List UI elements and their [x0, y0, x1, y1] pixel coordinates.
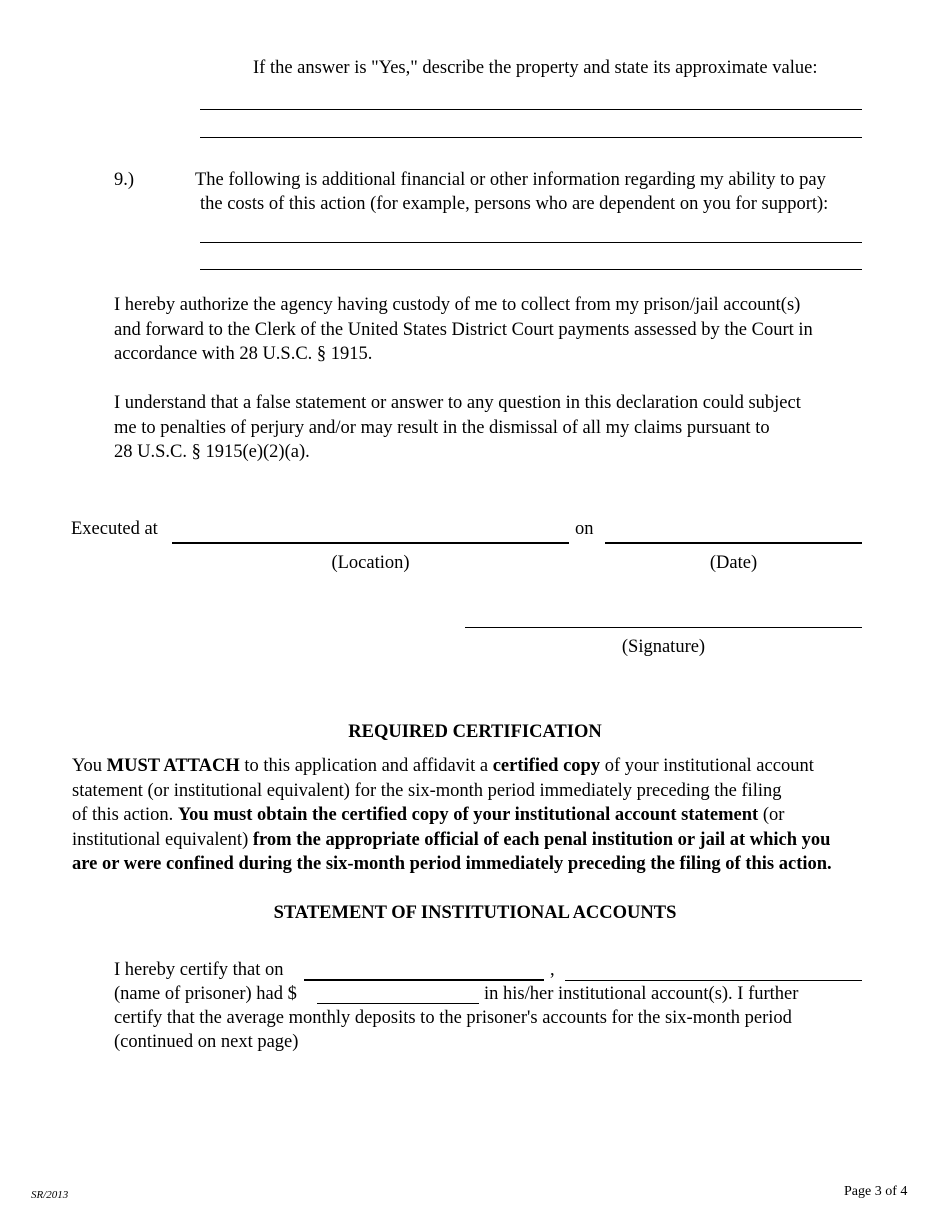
- date-caption: (Date): [709, 553, 758, 573]
- authorize-paragraph: [114, 293, 813, 367]
- cert-bold: from the appropriate official of each penal institution or jail at which you: [252, 829, 831, 850]
- date-field[interactable]: [605, 542, 862, 544]
- cert-bold-certified-copy: certified copy: [492, 756, 601, 776]
- signature-caption: (Signature): [621, 637, 706, 657]
- item9-line2: the costs of this action (for example, persons who are dependent on you for support):: [200, 194, 829, 214]
- certification-heading: REQUIRED CERTIFICATION: [348, 722, 602, 742]
- statement-line3: certify that the average monthly deposits to the prisoner's accounts for the six-month period: [114, 1008, 792, 1028]
- certification-paragraph: [72, 754, 832, 877]
- item9-line1: The following is additional financial or other information regarding my ability to pay: [195, 170, 826, 190]
- cert-text: (or: [758, 805, 785, 825]
- cert-text: You: [72, 756, 107, 776]
- prisoner-name-field[interactable]: [565, 980, 862, 981]
- statement-line2-label: (name of prisoner) had $: [114, 984, 297, 1004]
- property-prompt: If the answer is "Yes," describe the property and state its approximate value:: [253, 58, 818, 78]
- perjury-paragraph: [114, 391, 801, 465]
- balance-amount-field[interactable]: [317, 1003, 479, 1004]
- perjury-line: I understand that a false statement or answer to any question in this declaration could subject: [114, 393, 801, 413]
- cert-text: institutional equivalent): [72, 829, 253, 850]
- property-line-1[interactable]: [200, 109, 862, 110]
- item9-line-1[interactable]: [200, 242, 862, 243]
- statement-heading: STATEMENT OF INSTITUTIONAL ACCOUNTS: [273, 903, 677, 923]
- cert-text: to this application and affidavit a: [239, 756, 493, 776]
- cert-line: statement (or institutional equivalent) for the six-month period immediately preceding the filing: [72, 780, 782, 801]
- statement-line2-rest: in his/her institutional account(s). I further: [484, 984, 799, 1004]
- on-label: on: [575, 519, 594, 539]
- statement-line1-label: I hereby certify that on: [114, 960, 284, 980]
- cert-text: of this action.: [72, 805, 178, 825]
- item9-line-2[interactable]: [200, 269, 862, 270]
- executed-at-label: Executed at: [71, 519, 158, 539]
- authorize-line: accordance with 28 U.S.C. § 1915.: [114, 344, 373, 364]
- certify-date-field[interactable]: [304, 979, 544, 981]
- authorize-line: I hereby authorize the agency having custody of me to collect from my prison/jail account(s): [114, 295, 801, 315]
- location-caption: (Location): [331, 553, 410, 573]
- statement-comma: ,: [550, 960, 555, 980]
- cert-bold: are or were confined during the six-month period immediately preceding the filing of this action.: [72, 854, 832, 874]
- signature-field[interactable]: [465, 627, 862, 628]
- page-number: Page 3 of 4: [844, 1184, 908, 1199]
- cert-text: of your institutional account: [600, 756, 814, 776]
- location-field[interactable]: [172, 542, 569, 544]
- authorize-line: and forward to the Clerk of the United States District Court payments assessed by the Court in: [114, 319, 813, 340]
- form-id: SR/2013: [31, 1189, 69, 1201]
- cert-bold-must-attach: MUST ATTACH: [106, 756, 240, 776]
- perjury-line: 28 U.S.C. § 1915(e)(2)(a).: [114, 442, 310, 462]
- statement-line4: (continued on next page): [114, 1032, 299, 1052]
- cert-bold: You must obtain the certified copy of your institutional account statement: [177, 805, 759, 825]
- property-line-2[interactable]: [200, 137, 862, 138]
- item9-number: 9.): [114, 170, 135, 190]
- perjury-line: me to penalties of perjury and/or may result in the dismissal of all my claims pursuant to: [114, 417, 770, 438]
